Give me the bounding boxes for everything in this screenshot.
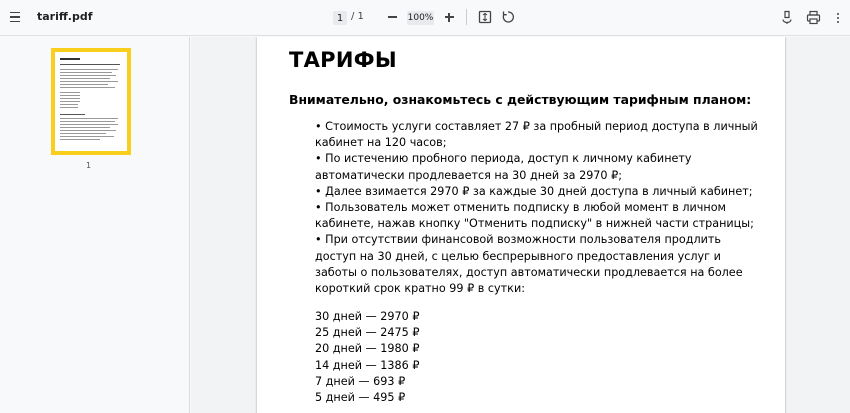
- document-title: ТАРИФЫ: [289, 48, 397, 72]
- price-item: 25 дней — 2475 ₽: [315, 326, 420, 340]
- zoom-out-button[interactable]: [384, 9, 400, 25]
- page-number-input[interactable]: 1: [333, 11, 347, 25]
- document-viewer[interactable]: [191, 37, 850, 413]
- price-item: 5 дней — 495 ₽: [315, 391, 406, 405]
- page-total: / 1: [351, 11, 364, 22]
- toolbar-divider: [466, 9, 467, 25]
- terms-list: [315, 119, 765, 297]
- terms-item: • Стоимость услуги составляет 27 ₽ за пробный период доступа в личный кабинет на 120 часов;: [315, 120, 758, 150]
- price-item: 14 дней — 1386 ₽: [315, 358, 420, 372]
- document-subtitle: Внимательно, ознакомьтесь с действующим тарифным планом:: [289, 92, 752, 107]
- price-item: 30 дней — 2970 ₽: [315, 310, 420, 323]
- pdf-page: [257, 37, 785, 413]
- rotate-icon[interactable]: [501, 10, 515, 24]
- price-item: 20 дней — 1980 ₽: [315, 342, 420, 356]
- print-icon[interactable]: [806, 10, 821, 25]
- pdf-toolbar: [0, 0, 850, 36]
- terms-item: • По истечению пробного периода, доступ к личному кабинету автоматически продлевается на 30 дней за 2970 ₽;: [315, 152, 692, 182]
- download-icon[interactable]: [780, 10, 794, 25]
- thumbnail-page-number: 1: [86, 161, 92, 170]
- price-item: 7 дней — 693 ₽: [315, 374, 406, 388]
- fit-to-page-icon[interactable]: [478, 10, 492, 24]
- page-thumbnail[interactable]: [51, 48, 131, 155]
- file-name: tariff.pdf: [37, 10, 93, 23]
- zoom-in-button[interactable]: [441, 9, 457, 25]
- menu-icon[interactable]: [6, 8, 24, 26]
- terms-item: • Далее взимается 2970 ₽ за каждые 30 дней доступа в личный кабинет;: [315, 184, 753, 198]
- terms-item: • Пользователь может отменить подписку в любой момент в личном кабинете, нажав кнопку "Отменить подписку" в нижней части страницы;: [315, 201, 754, 231]
- terms-item: • При отсутствии финансовой возможности пользователя продлить доступ на 30 дней, с целью беспрерывного предоставления услуг и заботы о пользователях, доступ автоматически продлевается на более короткий срок кратно 99 ₽ в сутки:: [315, 233, 743, 296]
- more-options-icon[interactable]: [834, 10, 842, 25]
- price-list: [315, 309, 419, 406]
- thumbnail-sidebar: [0, 37, 190, 413]
- zoom-level-input[interactable]: 100%: [407, 13, 434, 23]
